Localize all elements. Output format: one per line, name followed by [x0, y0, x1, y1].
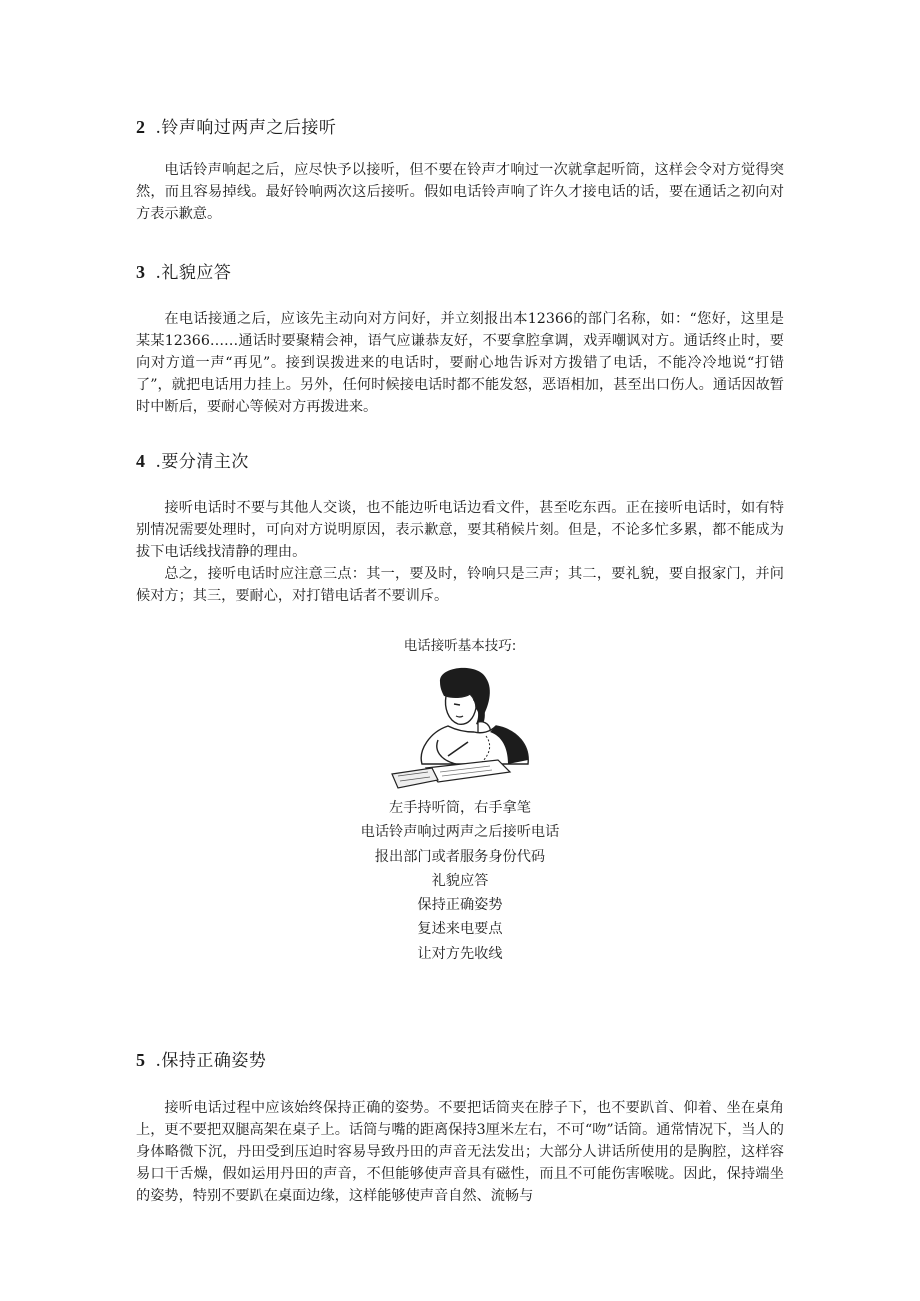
- section-title: .要分清主次: [155, 452, 249, 472]
- paragraph: 电话铃声响起之后，应尽快予以接听，但不要在铃声才响过一次就拿起听筒，这样会令对方觉得突然，而且容易掉线。最好铃响两次这后接听。假如电话铃声响了许久才接电话的话，要在通话之初向对方表示歉意。: [136, 162, 784, 222]
- section-number: 5: [136, 1050, 146, 1070]
- tips-list: [260, 796, 660, 966]
- section-2-body: [136, 159, 784, 225]
- woman-on-phone-icon: [378, 660, 538, 790]
- paragraph: 在电话接通之后，应该先主动向对方问好，并立刻报出本12366的部门名称，如：“您好，这里是某某12366……通话时要聚精会神，语气应谦恭友好，不要拿腔拿调，戏弄嘲讽对方。通话终止时，要向对方道一声“再见”。接到误拨进来的电话时，要耐心地告诉对方拨错了电话，不能冷冷地说“打错了”，就把电话用力挂上。另外，任何时候接电话时都不能发怒，恶语相加，甚至出口伤人。通话因故暂时中断后，要耐心等候对方再拨进来。: [136, 311, 784, 415]
- figure-caption: 电话接听基本技巧:: [403, 638, 517, 654]
- section-2-heading: [136, 113, 336, 138]
- list-item: 电话铃声响过两声之后接听电话: [360, 824, 560, 841]
- paragraph: 接听电话时不要与其他人交谈，也不能边听电话边看文件，甚至吃东西。正在接听电话时，如有特别情况需要处理时，可向对方说明原因，表示歉意，要其稍候片刻。但是，不论多忙多累，都不能成为拔下电话线找清静的理由。: [136, 500, 784, 560]
- paragraph: 总之，接听电话时应注意三点：其一，要及时，铃响只是三声；其二，要礼貌，要自报家门，并问候对方；其三，要耐心，对打错电话者不要训斥。: [136, 566, 784, 604]
- section-title: .礼貌应答: [155, 263, 232, 283]
- section-number: 2: [136, 117, 146, 137]
- section-3-heading: [136, 258, 231, 283]
- section-5-body: [136, 1097, 784, 1207]
- section-number: 3: [136, 262, 146, 282]
- section-5-heading: [136, 1046, 266, 1071]
- paragraph: 接听电话过程中应该始终保持正确的姿势。不要把话筒夹在脖子下，也不要趴首、仰着、坐在桌角上，更不要把双腿高架在桌子上。话筒与嘴的距离保持3厘米左右，不可“吻”话筒。通常情况下，当人的身体略微下沉，丹田受到压迫时容易导致丹田的声音无法发出；大部分人讲话所使用的是胸腔，这样容易口干舌燥，假如运用丹田的声音，不但能够使声音具有磁性，而且不可能伤害喉咙。因此，保持端坐的姿势，特别不要趴在桌面边缘，这样能够使声音自然、流畅与: [136, 1100, 784, 1204]
- list-item: 礼貌应答: [431, 872, 489, 889]
- list-item: 让对方先收线: [417, 945, 503, 962]
- section-title: .保持正确姿势: [155, 1051, 267, 1071]
- section-3-body: [136, 308, 784, 418]
- section-4-body: [136, 497, 784, 607]
- section-4-heading: [136, 447, 249, 472]
- list-item: 左手持听筒，右手拿笔: [389, 800, 531, 816]
- list-item: 保持正确姿势: [417, 897, 503, 914]
- list-item: 复述来电要点: [417, 921, 503, 938]
- section-number: 4: [136, 451, 146, 471]
- section-title: .铃声响过两声之后接听: [155, 118, 337, 138]
- list-item: 报出部门或者服务身份代码: [374, 848, 546, 865]
